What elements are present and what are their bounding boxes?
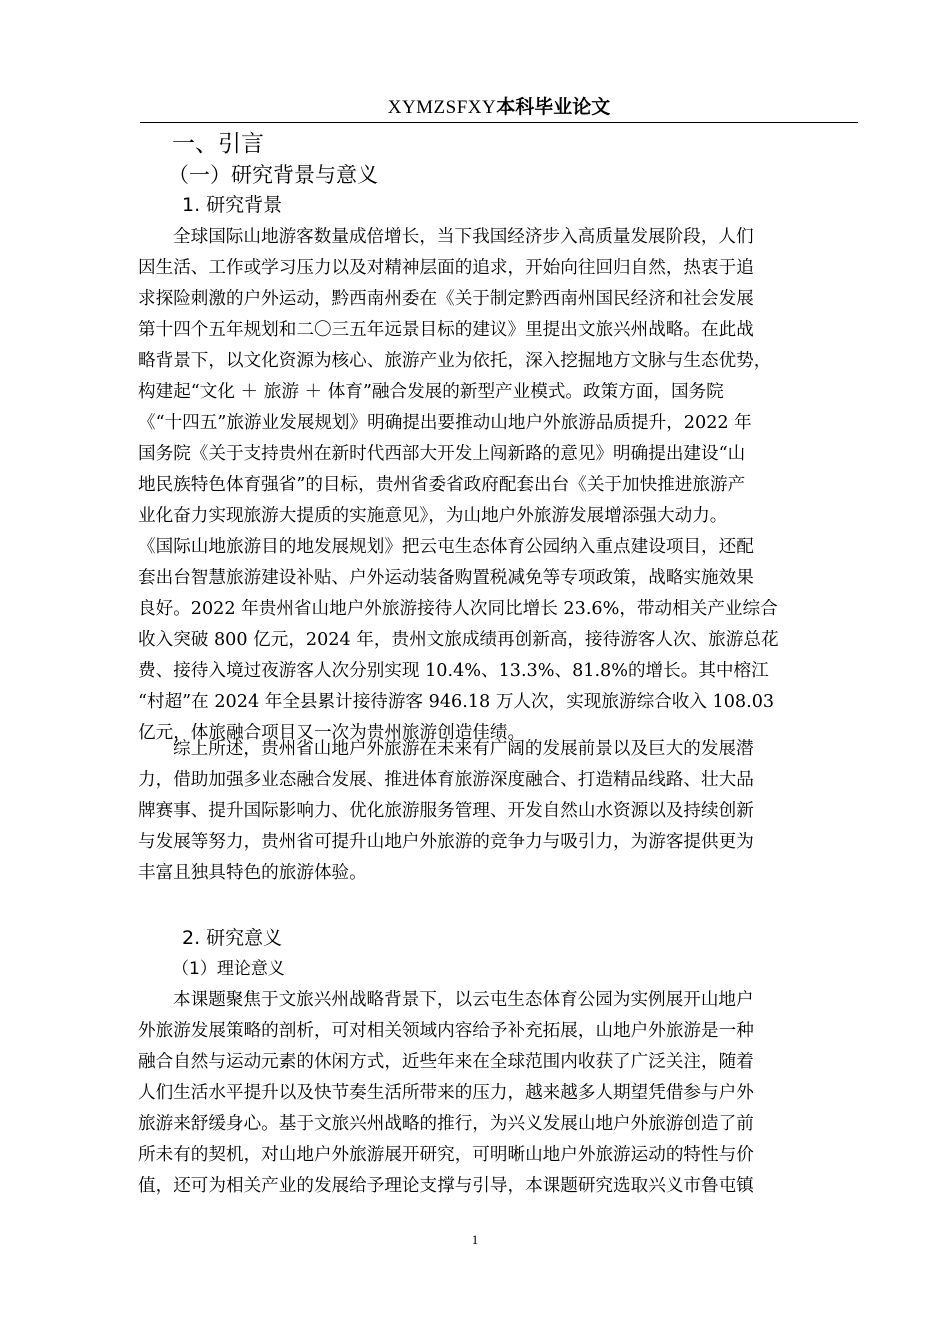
text-line: 因生活、工作或学习压力以及对精神层面的追求，开始向往回归自然，热衷于追 (138, 258, 754, 278)
text-line: 第十四个五年规划和二〇三五年远景目标的建议》里提出文旅兴州战略。在此战 (138, 320, 754, 340)
page-header (140, 94, 858, 123)
text-line: 地民族特色体育强省”的目标，贵州省委省政府配套出台《关于加快推进旅游产 (138, 475, 746, 495)
text-line: 《“十四五”旅游业发展规划》明确提出要推动山地户外旅游品质提升，2022 年 (138, 413, 752, 433)
text-line: 人们生活水平提升以及快节奏生活所带来的压力，越来越多人期望凭借参与户外 (138, 1083, 754, 1103)
paragraph-theory (138, 985, 838, 1202)
text-line: 业化奋力实现旅游大提质的实施意见》，为山地户外旅游发展增添强大动力。 (138, 506, 728, 526)
text-line: 费、接待入境过夜游客人次分别实现 10.4%、13.3%、81.8%的增长。其中榕江 (138, 661, 769, 681)
text-line: 套出台智慧旅游建设补贴、户外运动装备购置税减免等专项政策，战略实施效果 (138, 568, 754, 588)
text-line: 《国际山地旅游目的地发展规划》把云屯生态体育公园纳入重点建设项目，还配 (138, 537, 754, 557)
header-thesis-label: 本科毕业论文 (496, 96, 611, 118)
text-line: 收入突破 800 亿元，2024 年，贵州文旅成绩再创新高，接待游客人次、旅游总花 (138, 630, 779, 650)
text-line: 融合自然与运动元素的休闲方式，近些年来在全球范围内收获了广泛关注，随着 (138, 1052, 754, 1072)
text-line: 外旅游发展策略的剖析，可对相关领域内容给予补充拓展，山地户外旅游是一种 (138, 1021, 754, 1041)
heading-theoretical-significance: （1）理论意义 (172, 959, 285, 979)
text-line: 略背景下，以文化资源为核心、旅游产业为依托，深入挖掘地方文脉与生态优势， (138, 351, 772, 371)
text-line: 牌赛事、提升国际影响力、优化旅游服务管理、开发自然山水资源以及持续创新 (138, 801, 754, 821)
paragraph-summary (138, 734, 838, 889)
heading-research-significance: 2. 研究意义 (182, 927, 283, 949)
text-line: 本课题聚焦于文旅兴州战略背景下，以云屯生态体育公园为实例展开山地户 (173, 990, 754, 1010)
text-line: 所未有的契机，对山地户外旅游展开研究，可明晰山地户外旅游运动的特性与价 (138, 1145, 754, 1165)
text-line: 良好。2022 年贵州省山地户外旅游接待人次同比增长 23.6%，带动相关产业综合 (138, 599, 778, 619)
paragraph-background (138, 222, 838, 749)
text-line: 与发展等努力，贵州省可提升山地户外旅游的竞争力与吸引力，为游客提供更为 (138, 832, 754, 852)
section-title: 一、引言 (172, 131, 264, 157)
text-line: 国务院《关于支持贵州在新时代西部大开发上闯新路的意见》明确提出建设“山 (138, 444, 746, 464)
page-number: 1 (471, 1232, 479, 1247)
text-line: 亿元，体旅融合项目又一次为贵州旅游创造佳绩。 (138, 723, 526, 743)
text-line: 丰富且独具特色的旅游体验。 (138, 863, 367, 883)
text-line: 旅游来舒缓身心。基于文旅兴州战略的推行，为兴义发展山地户外旅游创造了前 (138, 1114, 754, 1134)
text-line: 求探险刺激的户外运动，黔西南州委在《关于制定黔西南州国民经济和社会发展 (138, 289, 754, 309)
header-school-code: XYMZSFXY (387, 97, 497, 118)
text-line: 构建起“文化 ＋ 旅游 ＋ 体育”融合发展的新型产业模式。政策方面，国务院 (138, 382, 724, 402)
subsection-title: （一）研究背景与意义 (168, 163, 378, 187)
text-line: 综上所述，贵州省山地户外旅游在未来有广阔的发展前景以及巨大的发展潜 (173, 739, 754, 759)
text-line: 力，借助加强多业态融合发展、推进体育旅游深度融合、打造精品线路、壮大品 (138, 770, 754, 790)
heading-research-background: 1. 研究背景 (182, 194, 283, 216)
text-line: “村超”在 2024 年全县累计接待游客 946.18 万人次，实现旅游综合收入 108.03 (138, 692, 775, 712)
text-line: 值，还可为相关产业的发展给予理论支撑与引导，本课题研究选取兴义市鲁屯镇 (138, 1176, 754, 1196)
text-line: 全球国际山地游客数量成倍增长，当下我国经济步入高质量发展阶段，人们 (173, 227, 754, 247)
